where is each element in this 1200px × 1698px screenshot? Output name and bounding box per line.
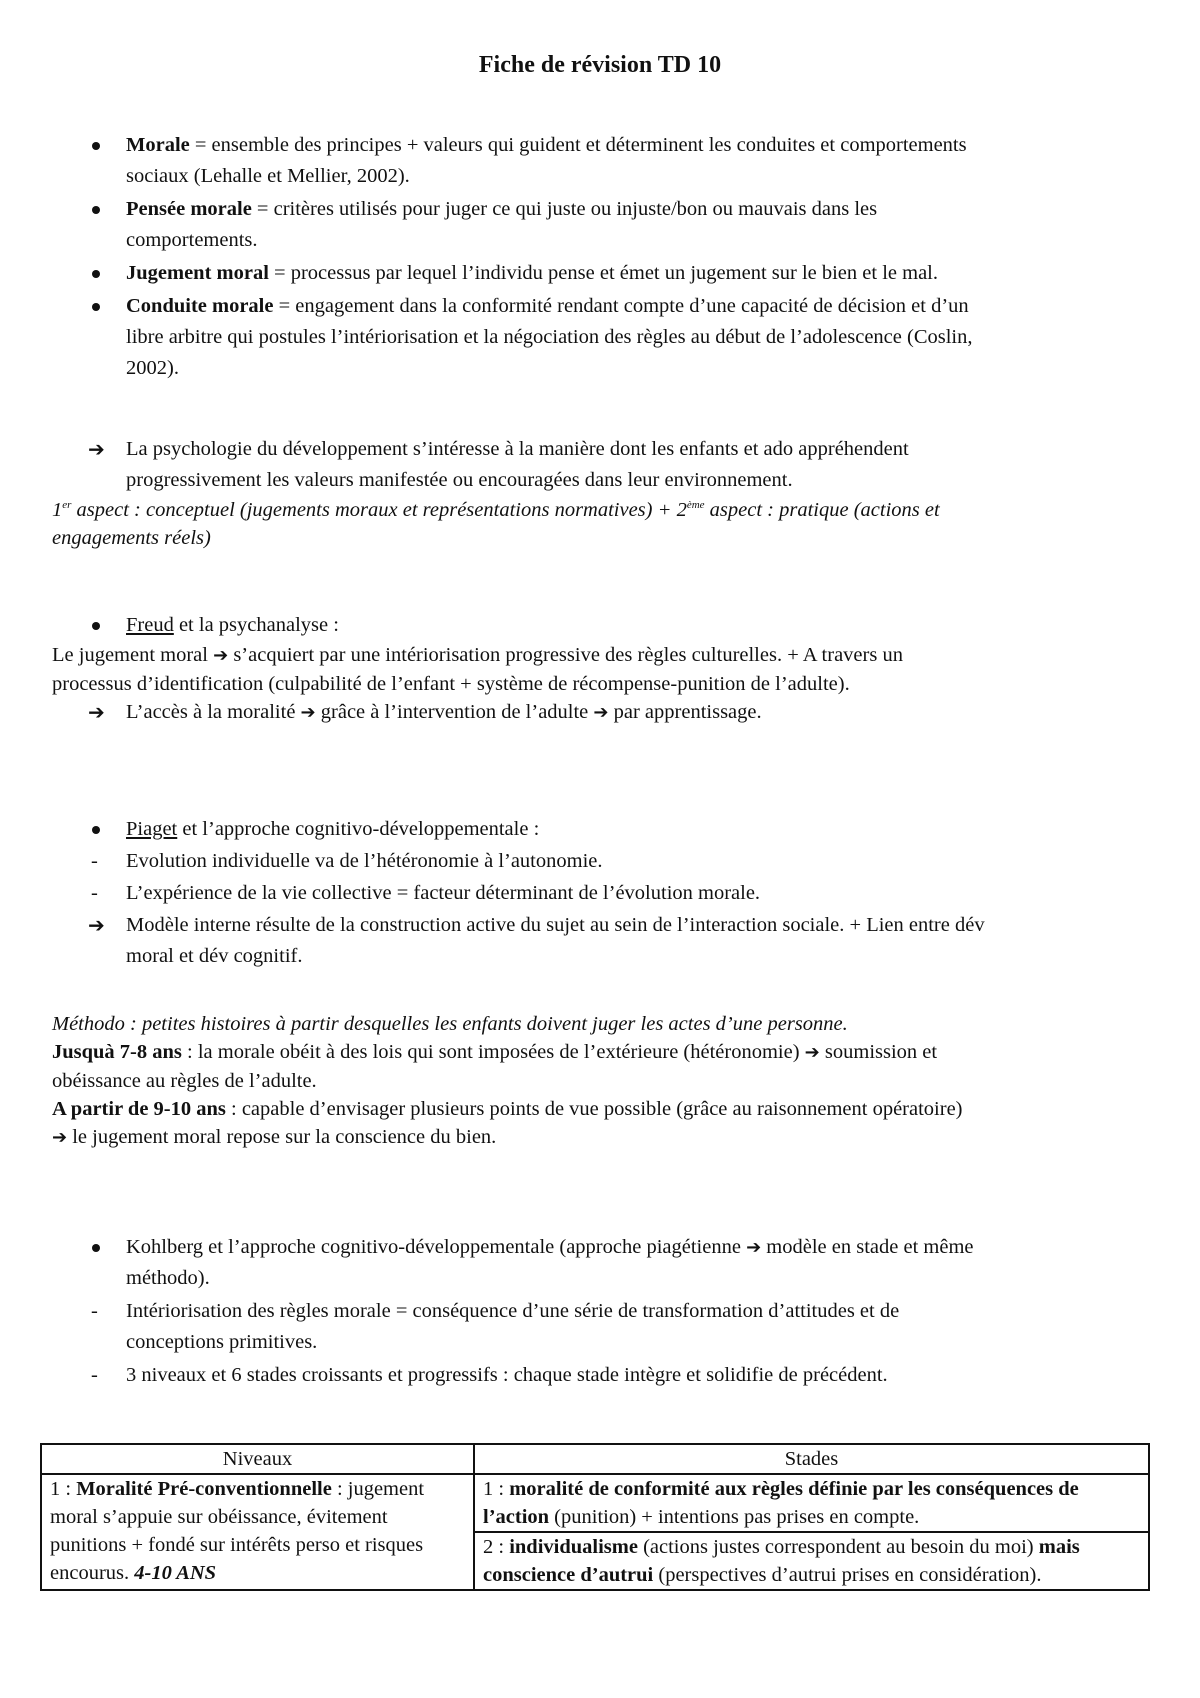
bullet-icon bbox=[92, 826, 100, 834]
definitions-list bbox=[52, 130, 1157, 384]
levels-stages-table bbox=[40, 1443, 1150, 1591]
list-item: - Intériorisation des règles morale = conséquence d’une série de transformation d’attitudes et de conceptions primitives. bbox=[52, 1296, 1157, 1358]
page-title: Fiche de révision TD 10 bbox=[478, 52, 722, 78]
piaget-block bbox=[52, 814, 1157, 972]
freud-text: Le jugement moral ➔ s’acquiert par une intériorisation progressive des règles culturelles. + A travers un processus d’identification (culpabilité de l’enfant + système de récompense-punition de l’adulte). bbox=[52, 644, 903, 695]
dash-icon: - bbox=[91, 882, 98, 904]
arrow-right-icon: ➔ bbox=[746, 1237, 762, 1258]
dash-icon: - bbox=[91, 1364, 98, 1386]
arrow-item: ➔ Modèle interne résulte de la construction active du sujet au sein de l’interaction sociale. + Lien entre dév moral et dév cognitif. bbox=[52, 910, 1157, 972]
arrow-right-icon: ➔ bbox=[52, 1127, 68, 1148]
level-1-cell: 1 : Moralité Pré-conventionnelle : jugement moral s’appuie sur obéissance, évitement punitions + fondé sur intérêts perso et risques encourus. 4-10 ANS bbox=[41, 1474, 474, 1590]
arrow-right-icon: ➔ bbox=[88, 437, 105, 461]
arrow-right-icon: ➔ bbox=[88, 700, 105, 724]
list-item: Freud et la psychanalyse : bbox=[52, 610, 1157, 641]
dash-icon: - bbox=[91, 1300, 98, 1322]
dash-icon: - bbox=[91, 850, 98, 872]
table-row bbox=[41, 1474, 1149, 1532]
arrow-right-icon: ➔ bbox=[593, 702, 609, 723]
arrow-right-icon: ➔ bbox=[213, 645, 229, 666]
list-item: - Evolution individuelle va de l’hétéronomie à l’autonomie. bbox=[52, 846, 1157, 877]
stage-1-cell: 1 : moralité de conformité aux règles définie par les conséquences de l’action (punition) + intentions pas prises en compte. bbox=[474, 1474, 1149, 1532]
arrow-item: ➔ La psychologie du développement s’intéresse à la manière dont les enfants et ado appréhendent progressivement les valeurs manifestée ou encouragées dans leur environnement. bbox=[52, 434, 1157, 496]
aspects-note: 1er aspect : conceptuel (jugements moraux et représentations normatives) + 2ème aspect : pratique (actions et engagements réels) bbox=[52, 499, 940, 549]
list-item: Piaget et l’approche cognitivo-développementale : bbox=[52, 814, 1157, 845]
freud-block bbox=[52, 610, 1157, 727]
header-stades: Stades bbox=[474, 1444, 1149, 1474]
stage-2-cell: 2 : individualisme (actions justes correspondent au besoin du moi) mais conscience d’autrui (perspectives d’autrui prises en considération). bbox=[474, 1532, 1149, 1590]
list-item: Jugement moral = processus par lequel l’individu pense et émet un jugement sur le bien et le mal. bbox=[52, 258, 1157, 289]
arrow-right-icon: ➔ bbox=[300, 702, 316, 723]
psy-dev-block bbox=[52, 434, 1157, 552]
list-item: Kohlberg et l’approche cognitivo-développementale (approche piagétienne ➔ modèle en stade et même méthodo). bbox=[52, 1232, 1157, 1294]
bullet-icon bbox=[92, 1244, 100, 1252]
bullet-icon bbox=[92, 303, 100, 311]
arrow-right-icon: ➔ bbox=[804, 1042, 820, 1063]
header-niveaux: Niveaux bbox=[41, 1444, 474, 1474]
list-item: Morale = ensemble des principes + valeurs qui guident et déterminent les conduites et comportements sociaux (Lehalle et Mellier, 2002). bbox=[52, 130, 1157, 192]
list-item: - L’expérience de la vie collective = facteur déterminant de l’évolution morale. bbox=[52, 878, 1157, 909]
bullet-icon bbox=[92, 622, 100, 630]
bullet-icon bbox=[92, 142, 100, 150]
bullet-icon bbox=[92, 206, 100, 214]
list-item: - 3 niveaux et 6 stades croissants et progressifs : chaque stade intègre et solidifie de précédent. bbox=[52, 1360, 1157, 1391]
piaget-method: Méthodo : petites histoires à partir desquelles les enfants doivent juger les actes d’une personne. Jusquà 7-8 ans : la morale obéit à des lois qui sont imposées de l’extérieure (hétéronomie) ➔ soumission et obéissance au règles de l’adulte. A partir de 9-10 ans : capable d’envisager plusieurs points de vue possible (grâce au raisonnement opératoire) ➔ le jugement moral repose sur la conscience du bien. bbox=[52, 1013, 963, 1148]
list-item: Pensée morale = critères utilisés pour juger ce qui juste ou injuste/bon ou mauvais dans les comportements. bbox=[52, 194, 1157, 256]
table-header-row bbox=[41, 1444, 1149, 1474]
bullet-icon bbox=[92, 270, 100, 278]
arrow-right-icon: ➔ bbox=[88, 913, 105, 937]
kohlberg-block bbox=[52, 1232, 1157, 1391]
list-item: Conduite morale = engagement dans la conformité rendant compte d’une capacité de décision et d’un libre arbitre qui postules l’intériorisation et la négociation des règles au début de l’adolescence (Coslin, 2002). bbox=[52, 291, 1157, 384]
arrow-item: ➔ L’accès à la moralité ➔ grâce à l’intervention de l’adulte ➔ par apprentissage. bbox=[88, 700, 762, 724]
